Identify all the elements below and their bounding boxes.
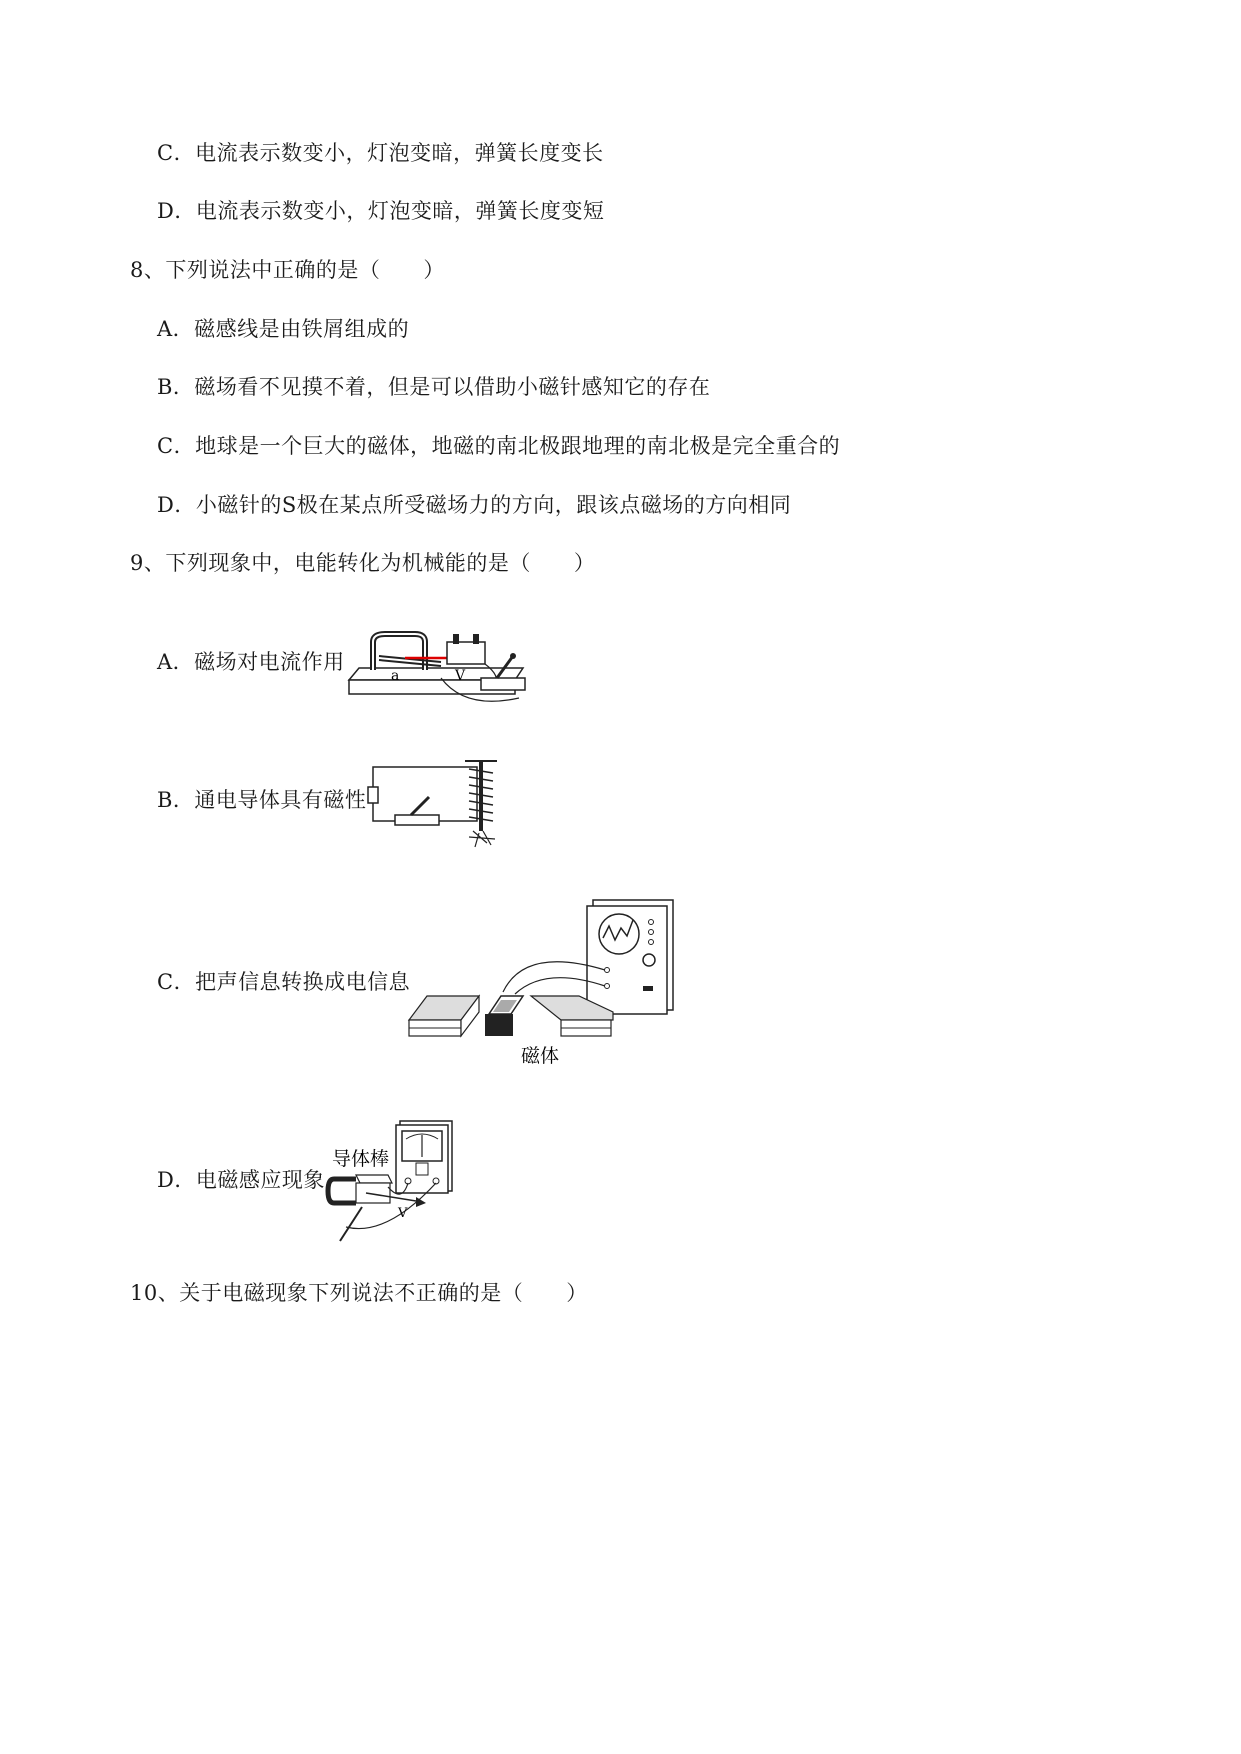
q8-stem: 8、下列说法中正确的是（ ）	[130, 258, 445, 282]
q9-stem: 9、下列现象中，电能转化为机械能的是（ ）	[130, 551, 596, 575]
fig-a-label-a: a	[391, 668, 400, 684]
fig-c-label-magnet: 磁体	[521, 1045, 560, 1067]
fig-d-label-v: V	[398, 1206, 408, 1221]
q8-option-c: C．地球是一个巨大的磁体，地磁的南北极跟地理的南北极是完全重合的	[157, 434, 841, 458]
q7-option-c: C．电流表示数变小，灯泡变暗，弹簧长度变长	[157, 141, 604, 165]
electromagnet-drawing	[365, 757, 505, 849]
q9-figure-b-electromagnet	[365, 757, 505, 849]
q9-option-d: D．电磁感应现象	[157, 1168, 325, 1192]
induction-setup-drawing	[326, 1117, 458, 1245]
q9-option-c: C．把声信息转换成电信息	[157, 970, 411, 994]
motor-apparatus-drawing	[345, 628, 535, 706]
fig-d-label-rod: 导体棒	[332, 1148, 390, 1170]
fig-a-label-v: V	[455, 668, 466, 684]
q8-option-a: A．磁感线是由铁屑组成的	[157, 317, 410, 341]
q9-option-a: A．磁场对电流作用	[157, 650, 345, 674]
oscilloscope-setup-drawing	[405, 896, 677, 1068]
q9-figure-d-induction-setup	[326, 1117, 458, 1245]
q9-option-b: B．通电导体具有磁性	[157, 788, 367, 812]
q10-stem: 10、关于电磁现象下列说法不正确的是（ ）	[130, 1281, 588, 1305]
q8-option-b: B．磁场看不见摸不着，但是可以借助小磁针感知它的存在	[157, 375, 711, 399]
q8-option-d: D．小磁针的S极在某点所受磁场力的方向，跟该点磁场的方向相同	[157, 493, 792, 517]
q9-figure-a-motor-apparatus	[345, 628, 535, 706]
q9-figure-c-oscilloscope-setup	[405, 896, 677, 1068]
q7-option-d: D．电流表示数变小，灯泡变暗，弹簧长度变短	[157, 199, 605, 223]
